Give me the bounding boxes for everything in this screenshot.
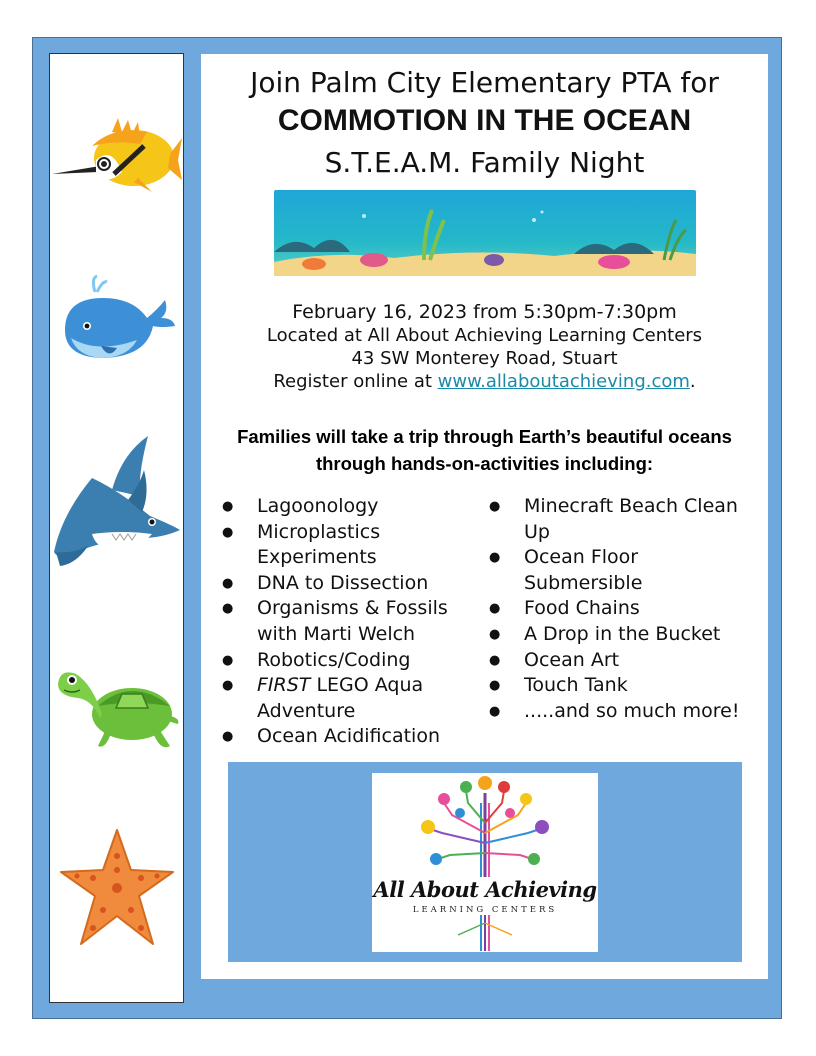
list-item: ● Organisms & Fossils with Marti Welch [222, 596, 462, 647]
event-address: 43 SW Monterey Road, Stuart [351, 348, 618, 369]
header-line-1: Join Palm City Elementary PTA for [250, 66, 719, 99]
logo-subtitle: LEARNING CENTERS [412, 905, 558, 915]
register-suffix: . [689, 371, 696, 392]
tree-roots-icon [372, 915, 598, 955]
list-item: ● Minecraft Beach Clean Up [489, 494, 751, 545]
list-item: ● Ocean Floor Submersible [489, 545, 751, 596]
sidebar [49, 53, 184, 1003]
list-item: ● .....and so much more! [489, 699, 751, 725]
logo-panel [228, 762, 742, 962]
logo-title: All About Achieving [373, 877, 597, 902]
list-item: ● Microplastics Experiments [222, 520, 462, 571]
ocean-banner-image [274, 190, 696, 276]
event-details [201, 301, 768, 393]
register-line [201, 370, 768, 393]
first-emphasis: FIRST [257, 674, 311, 697]
organization-logo [372, 773, 598, 952]
list-item-text: LEGO Aqua Adventure [257, 674, 424, 722]
list-item: ● DNA to Dissection [222, 571, 462, 597]
list-item: ● Lagoonology [222, 494, 462, 520]
activities-list-right [489, 494, 751, 724]
flyer-content [201, 54, 768, 979]
list-item: ● A Drop in the Bucket [489, 622, 751, 648]
fish-icon [50, 116, 183, 201]
list-item: ● Touch Tank [489, 673, 751, 699]
list-item: ● Ocean Acidification [222, 724, 462, 750]
starfish-icon [50, 826, 183, 951]
list-item: ● Robotics/Coding [222, 648, 462, 674]
activities-list-left [222, 494, 462, 750]
shark-icon [50, 434, 183, 569]
register-link[interactable]: www.allaboutachieving.com [437, 371, 690, 392]
turtle-icon [50, 654, 183, 754]
register-prefix: Register online at [273, 371, 438, 392]
event-title: COMMOTION IN THE OCEAN [277, 104, 692, 137]
event-location: Located at All About Achieving Learning Centers [266, 325, 703, 346]
tree-icon [372, 773, 598, 877]
list-item: ● Food Chains [489, 596, 751, 622]
event-date: February 16, 2023 from 5:30pm-7:30pm [292, 301, 677, 323]
whale-icon [50, 274, 183, 364]
list-item [222, 673, 462, 724]
list-item: ● Ocean Art [489, 648, 751, 674]
activities-intro: Families will take a trip through Earth’s beautiful oceans through hands-on-activities including: [237, 426, 732, 474]
header-line-3: S.T.E.A.M. Family Night [324, 146, 645, 179]
